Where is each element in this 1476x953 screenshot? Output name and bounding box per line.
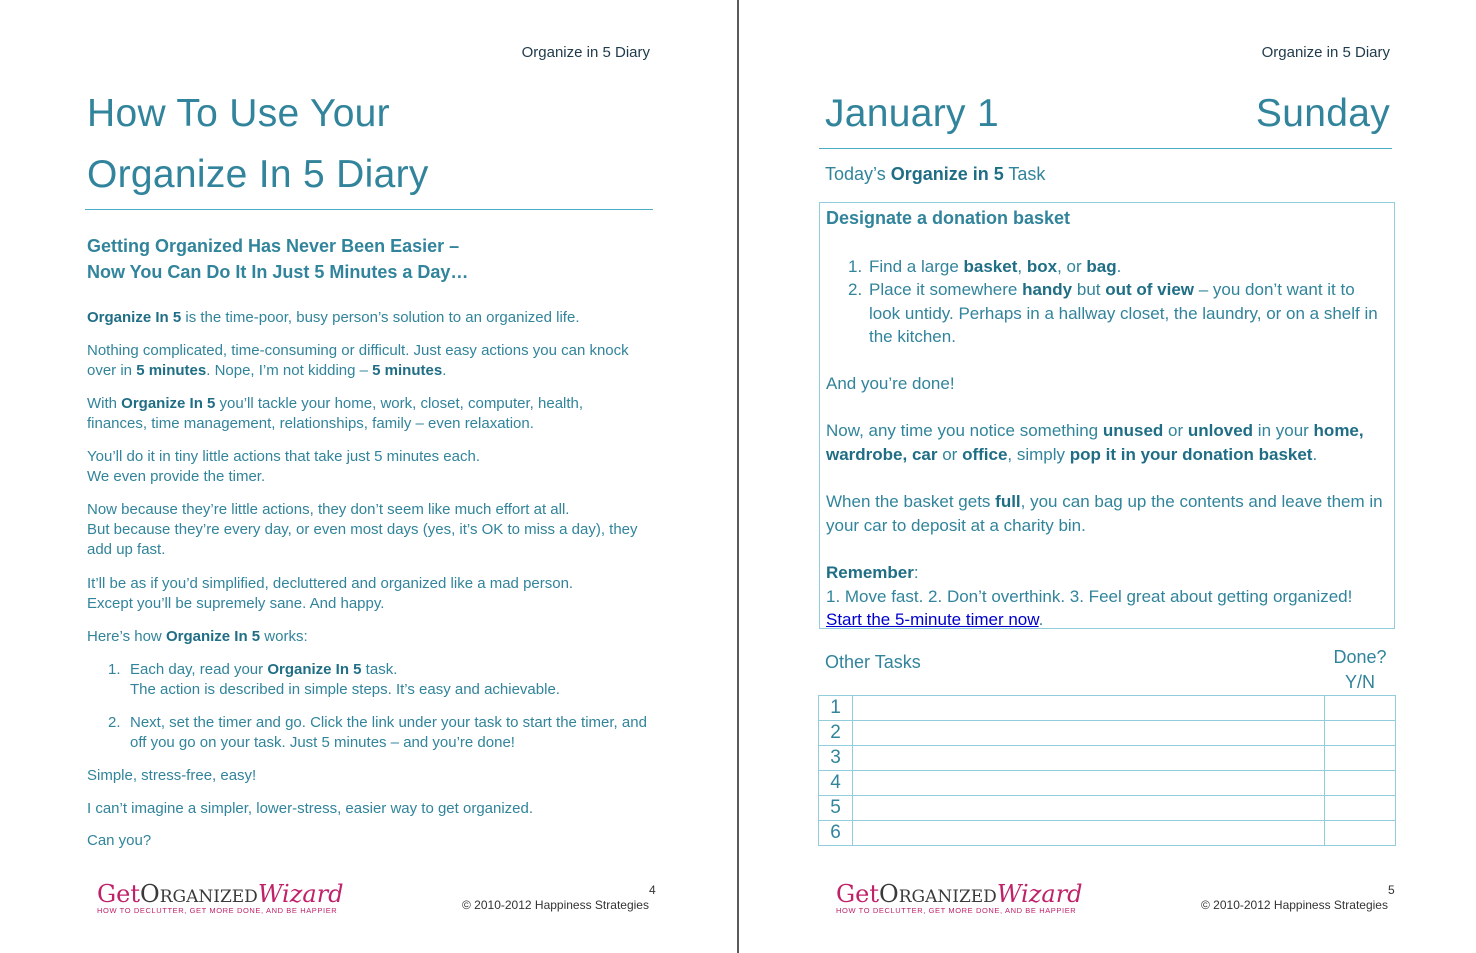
- paragraph-5: [87, 500, 647, 560]
- bold-text: bag: [1086, 256, 1117, 276]
- task-row-number: 5: [819, 796, 853, 821]
- text: Simple, stress-free, easy!: [87, 767, 257, 784]
- text: Now, any time you notice something: [826, 421, 1103, 440]
- copyright: © 2010-2012 Happiness Strategies: [462, 898, 649, 912]
- paragraph-7: [87, 627, 647, 647]
- task-done-cell[interactable]: [1325, 696, 1396, 721]
- list-number: 1.: [108, 661, 121, 678]
- left-page: [0, 0, 737, 953]
- text: It’ll be as if you’d simplified, decluttered and organized like a mad person.: [87, 575, 574, 592]
- bold-text: 5 minutes: [136, 362, 207, 379]
- text: Find a large: [869, 256, 964, 276]
- task-row: [819, 746, 1396, 771]
- paragraph-6: [87, 574, 647, 614]
- text: Y/N: [1344, 672, 1375, 692]
- step-1: [108, 660, 648, 700]
- bold-text: basket: [963, 256, 1018, 276]
- bold-text: office: [962, 444, 1008, 464]
- when-paragraph: [826, 490, 1388, 537]
- other-tasks-label: Other Tasks: [825, 652, 921, 672]
- bold-text: pop it in your donation basket: [1069, 444, 1313, 464]
- logo-part: Get: [836, 880, 880, 908]
- running-header: Organize in 5 Diary: [1261, 44, 1390, 61]
- logo-part: Get: [97, 880, 141, 908]
- task-entry-cell[interactable]: [853, 821, 1325, 846]
- bold-text: unused: [1102, 421, 1164, 440]
- done-column-header: [1329, 645, 1391, 695]
- task-entry-cell[interactable]: [853, 796, 1325, 821]
- text: The action is described in simple steps. It’s easy and achievable.: [130, 681, 560, 698]
- text: task.: [361, 661, 398, 678]
- task-done-cell[interactable]: [1325, 746, 1396, 771]
- task-row-number: 2: [819, 721, 853, 746]
- subheading: [87, 233, 468, 285]
- task-row: [819, 796, 1396, 821]
- other-tasks-table: [818, 695, 1396, 846]
- bold-text: full: [995, 492, 1021, 511]
- task-row: [819, 821, 1396, 846]
- task-row-number: 3: [819, 746, 853, 771]
- text: You’ll do it in tiny little actions that take just 5 minutes each.: [87, 448, 480, 465]
- title-rule: [819, 148, 1392, 149]
- task-content: [826, 207, 1388, 632]
- title-rule: [85, 209, 653, 210]
- text: works:: [260, 628, 308, 645]
- task-done-cell[interactable]: [1325, 721, 1396, 746]
- logo-wordmark: [97, 880, 357, 908]
- now-paragraph: [826, 419, 1388, 466]
- text: .: [1312, 444, 1318, 464]
- page-title-line-1: How To Use Your: [87, 92, 390, 135]
- text: or: [937, 444, 963, 464]
- task-row-number: 6: [819, 821, 853, 846]
- logo-part: Wizard: [996, 880, 1083, 908]
- task-box: [819, 202, 1395, 629]
- bold-text: unloved: [1187, 421, 1254, 440]
- step-2: [108, 713, 648, 753]
- text: Next, set the timer and go. Click the link under your task to start the timer, and off you go on your task. Just 5 minutes – and you’re done!: [130, 714, 647, 751]
- page-number: 5: [1388, 883, 1395, 897]
- text: Place it somewhere: [869, 280, 1023, 299]
- logo-tagline: HOW TO DECLUTTER, GET MORE DONE, AND BE HAPPIER: [97, 906, 338, 915]
- text: – you don’t want it to look untidy. Perhaps in a hallway closet, the laundry, or on a shelf in the kitchen.: [869, 280, 1378, 346]
- brand-logo: [836, 880, 1096, 915]
- task-step-1: [826, 255, 1388, 279]
- bold-text: box: [1026, 256, 1058, 276]
- paragraph-4: [87, 447, 647, 487]
- paragraph-9: [87, 799, 647, 819]
- text: but: [1072, 280, 1106, 299]
- paragraph-10: [87, 831, 647, 851]
- task-row: [819, 771, 1396, 796]
- task-entry-cell[interactable]: [853, 721, 1325, 746]
- text: Each day, read your: [130, 661, 268, 678]
- paragraph-2: [87, 341, 647, 381]
- logo-part: Organized: [879, 880, 997, 908]
- text: But because they’re every day, or even most days (yes, it’s OK to miss a day), they add up fast.: [87, 521, 638, 558]
- paragraph-3: [87, 394, 647, 434]
- paragraph-8: [87, 766, 647, 786]
- text: is the time-poor, busy person’s solution to an organized life.: [181, 309, 580, 326]
- text: Task: [1003, 164, 1046, 184]
- list-number: 2.: [108, 714, 121, 731]
- task-row: [819, 696, 1396, 721]
- bold-text: Organize in 5: [890, 164, 1004, 184]
- bold-text: out of view: [1105, 280, 1195, 299]
- bold-text: Remember: [826, 563, 914, 582]
- task-done-cell[interactable]: [1325, 796, 1396, 821]
- text: .: [1116, 256, 1122, 276]
- logo-part: Wizard: [257, 880, 344, 908]
- bold-text: Organize In 5: [267, 661, 362, 678]
- text: . Nope, I’m not kidding –: [206, 362, 373, 379]
- bold-text: 5 minutes: [372, 362, 443, 379]
- logo-part: Organized: [140, 880, 258, 908]
- subheading-line-2: Now You Can Do It In Just 5 Minutes a Day…: [87, 262, 469, 282]
- text: , or: [1057, 256, 1087, 276]
- page-title-line-2: Organize In 5 Diary: [87, 153, 429, 196]
- task-done-cell[interactable]: [1325, 771, 1396, 796]
- text: Nothing complicated, time-consuming or difficult. Just easy actions you can knock over in: [87, 342, 629, 379]
- copyright: © 2010-2012 Happiness Strategies: [1201, 898, 1388, 912]
- remember-heading: [826, 561, 1388, 585]
- text: We even provide the timer.: [87, 468, 266, 485]
- date-title: January 1: [825, 92, 999, 135]
- task-done-cell[interactable]: [1325, 821, 1396, 846]
- text: When the basket gets: [826, 492, 996, 511]
- timer-link-line: [826, 608, 1388, 632]
- text: .: [442, 362, 447, 379]
- task-entry-cell[interactable]: [853, 696, 1325, 721]
- bold-text: Organize In 5: [165, 628, 261, 645]
- text: Now because they’re little actions, they don’t seem like much effort at all.: [87, 501, 570, 518]
- bold-text: Organize In 5: [87, 309, 182, 326]
- done-line: And you’re done!: [826, 373, 955, 393]
- weekday-title: Sunday: [1255, 92, 1390, 135]
- text: you’ll tackle your home, work, closet, computer, health, finances, time management, relationships, family – even relaxation.: [87, 395, 584, 432]
- task-row-number: 4: [819, 771, 853, 796]
- task-entry-cell[interactable]: [853, 771, 1325, 796]
- text: Here’s how: [87, 628, 166, 645]
- right-page: [739, 0, 1476, 953]
- subheading-line-1: Getting Organized Has Never Been Easier –: [87, 236, 460, 256]
- task-row-number: 1: [819, 696, 853, 721]
- remember-text: 1. Move fast. 2. Don’t overthink. 3. Feel great about getting organized!: [826, 586, 1353, 606]
- text: .: [1038, 610, 1044, 629]
- intro-paragraph: [87, 308, 647, 328]
- text: Except you’ll be supremely sane. And happy.: [87, 595, 385, 612]
- text: in your: [1253, 421, 1314, 440]
- list-number: 2.: [848, 280, 863, 299]
- start-timer-link[interactable]: Start the 5-minute timer now: [826, 610, 1039, 629]
- text: , simply: [1007, 444, 1070, 464]
- text: Can you?: [87, 832, 152, 849]
- text: Done?: [1333, 647, 1387, 667]
- text: ,: [1017, 256, 1027, 276]
- text: Today’s: [825, 164, 891, 184]
- task-step-2: [826, 278, 1388, 349]
- list-number: 1.: [848, 256, 863, 276]
- task-row: [819, 721, 1396, 746]
- bold-text: home, wardrobe, car: [826, 421, 1364, 464]
- page-number: 4: [649, 883, 656, 897]
- task-entry-cell[interactable]: [853, 746, 1325, 771]
- text: :: [913, 563, 919, 582]
- logo-wordmark: [836, 880, 1096, 908]
- logo-tagline: HOW TO DECLUTTER, GET MORE DONE, AND BE HAPPIER: [836, 906, 1077, 915]
- text: I can’t imagine a simpler, lower-stress, easier way to get organized.: [87, 800, 534, 817]
- today-task-label: [825, 163, 1045, 187]
- text: or: [1163, 421, 1188, 440]
- text: , you can bag up the contents and leave them in your car to deposit at a charity bin.: [826, 492, 1383, 535]
- running-header: Organize in 5 Diary: [521, 44, 650, 61]
- brand-logo: [97, 880, 357, 915]
- bold-text: Organize In 5: [121, 395, 216, 412]
- task-title: Designate a donation basket: [826, 208, 1071, 228]
- text: With: [87, 395, 122, 412]
- bold-text: handy: [1022, 280, 1073, 299]
